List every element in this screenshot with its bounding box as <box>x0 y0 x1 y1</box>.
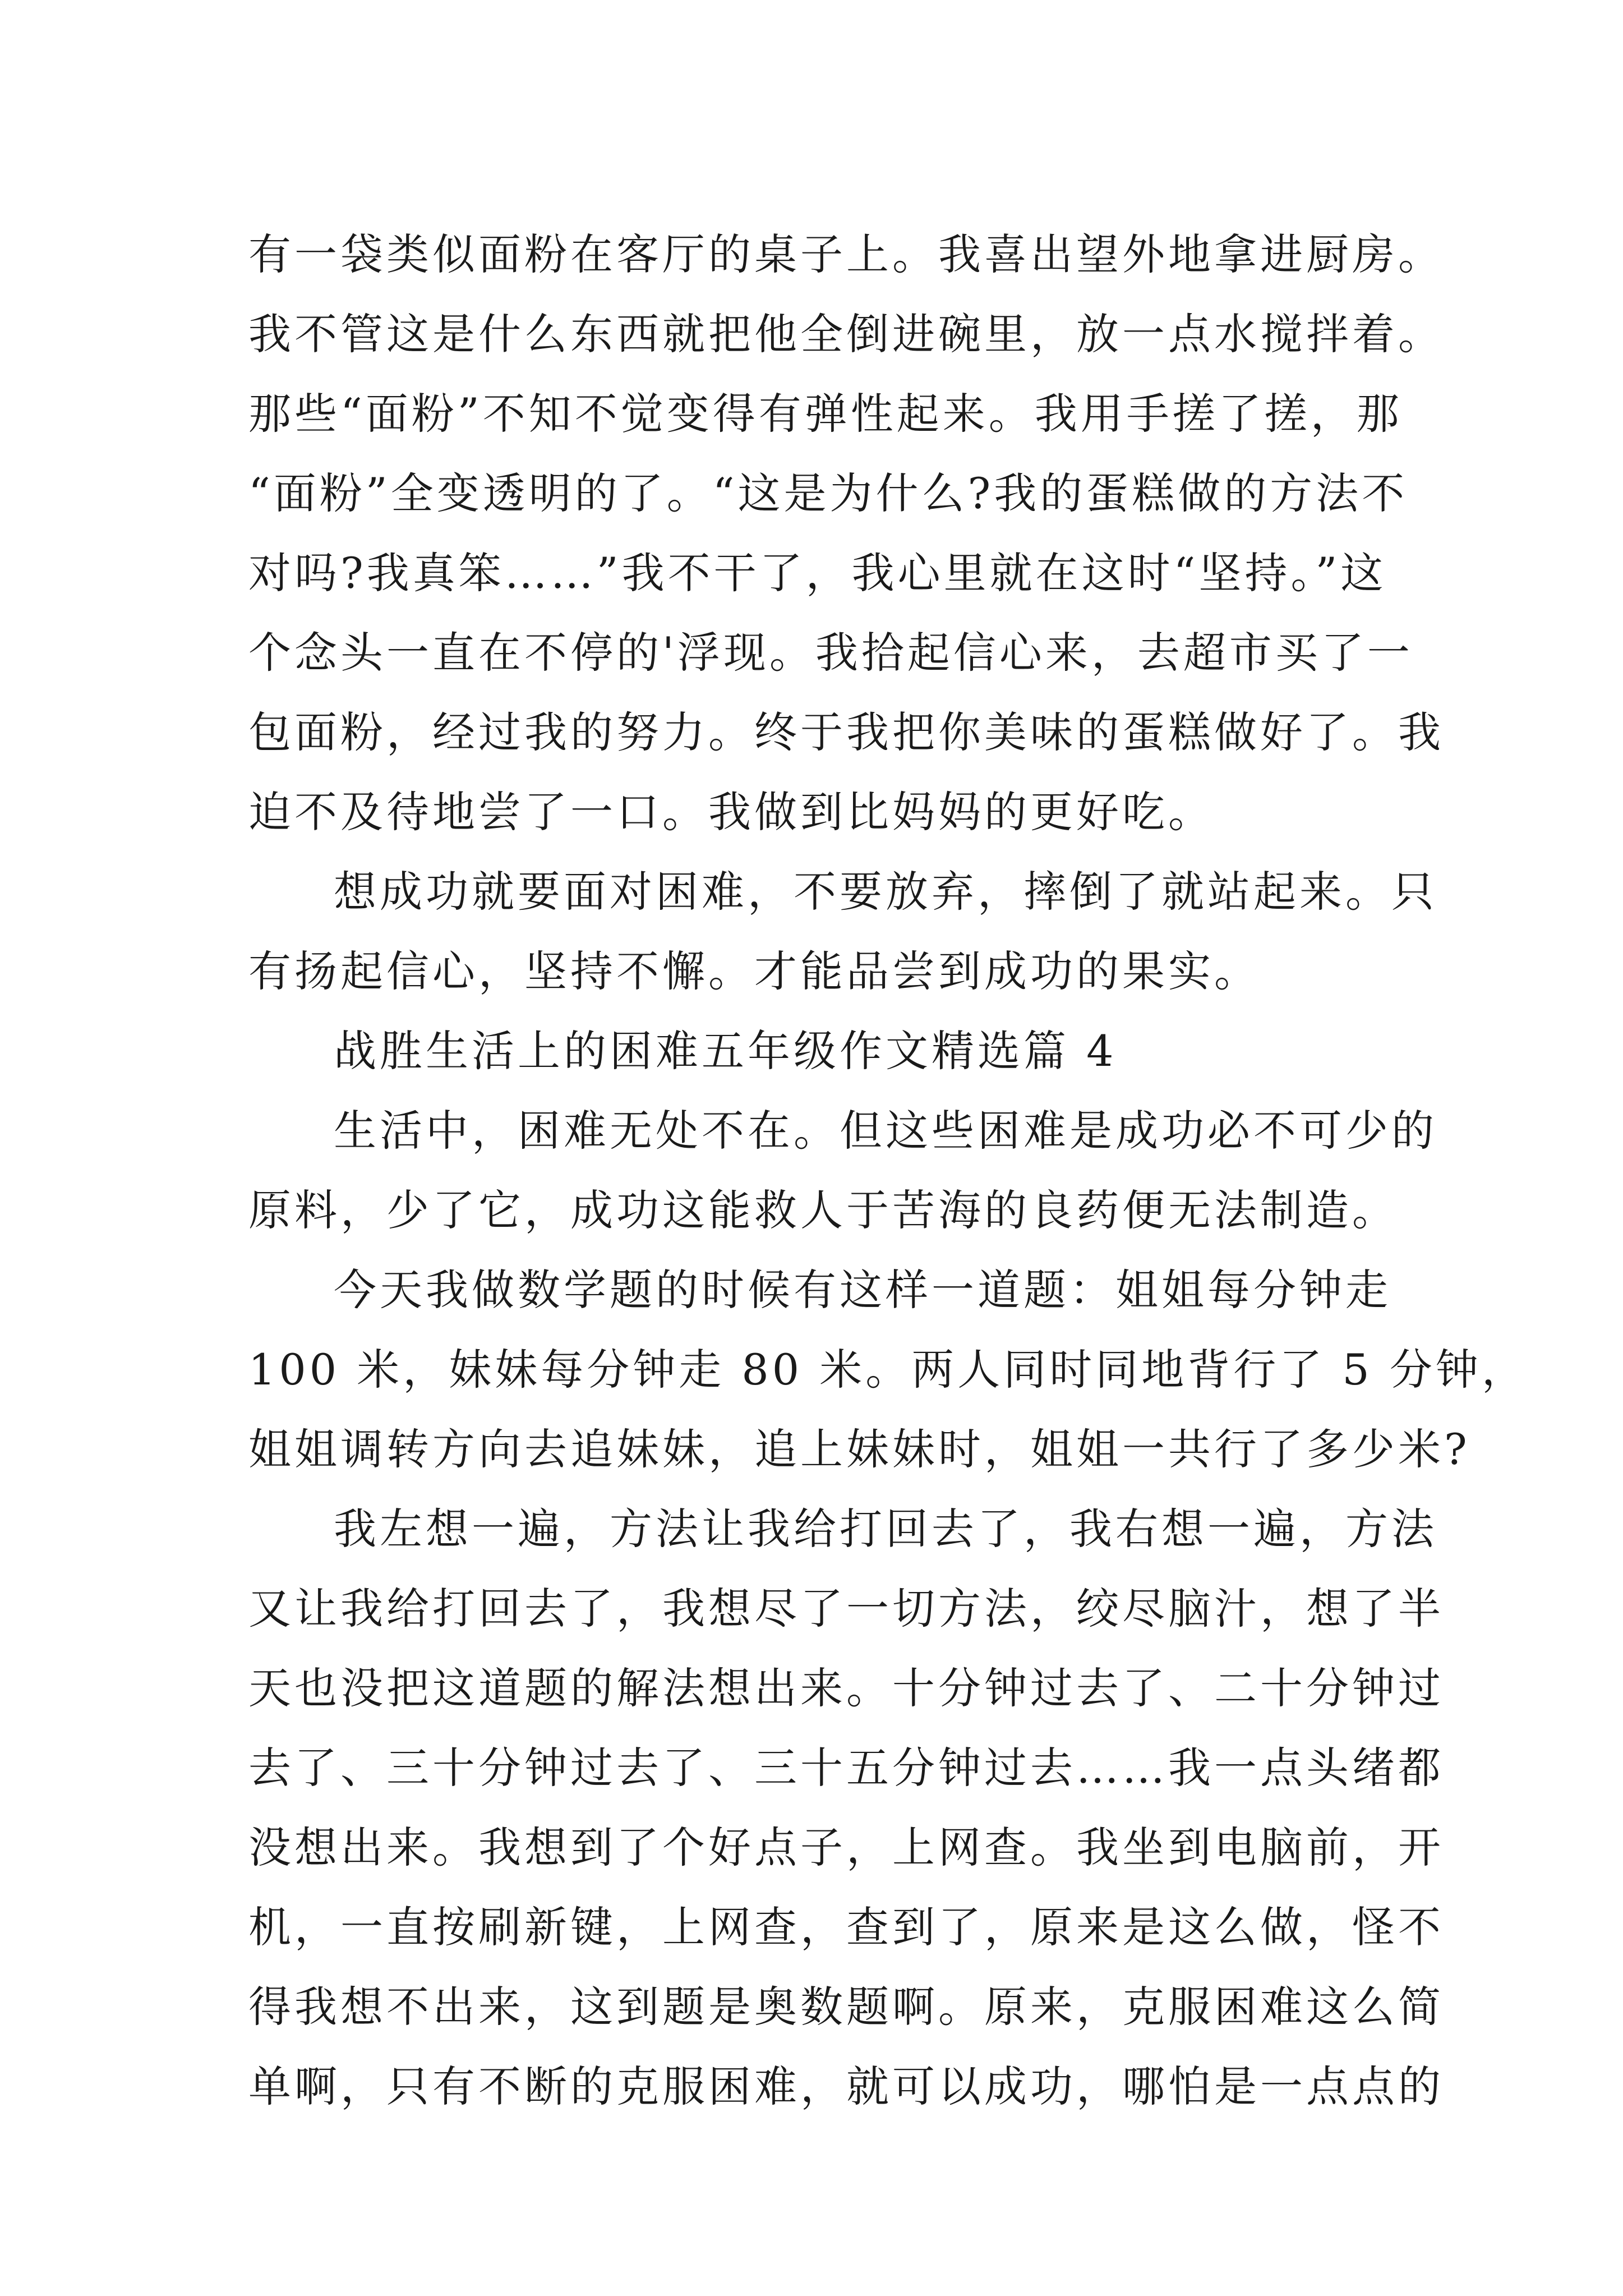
text-line: 对吗?我真笨……”我不干了，我心里就在这时“坚持。”这 <box>248 548 1387 598</box>
text-line: “面粉”全变透明的了。“这是为什么?我的蛋糕做的方法不 <box>248 468 1408 518</box>
section-heading: 战胜生活上的困难五年级作文精选篇 4 <box>334 1026 1117 1076</box>
paragraph-start-line: 想成功就要面对困难，不要放弃，摔倒了就站起来。只 <box>334 867 1437 917</box>
paragraph-start-line: 我左想一遍，方法让我给打回去了，我右想一遍，方法 <box>334 1504 1437 1554</box>
text-line: 去了、三十分钟过去了、三十五分钟过去……我一点头绪都 <box>248 1743 1444 1793</box>
text-line: 那些“面粉”不知不觉变得有弹性起来。我用手搓了搓，那 <box>248 389 1403 439</box>
text-line: 没想出来。我想到了个好点子，上网查。我坐到电脑前，开 <box>248 1823 1444 1872</box>
text-line: 有扬起信心，坚持不懈。才能品尝到成功的果实。 <box>248 946 1260 996</box>
text-line: 又让我给打回去了，我想尽了一切方法，绞尽脑汁，想了半 <box>248 1584 1444 1634</box>
text-line: 个念头一直在不停的'浮现。我拾起信心来，去超市买了一 <box>248 628 1413 678</box>
text-line: 天也没把这道题的解法想出来。十分钟过去了、二十分钟过 <box>248 1663 1444 1713</box>
text-line: 包面粉，经过我的努力。终于我把你美味的蛋糕做好了。我 <box>248 707 1444 757</box>
text-line: 得我想不出来，这到题是奥数题啊。原来，克服困难这么简 <box>248 1982 1444 2032</box>
text-line: 有一袋类似面粉在客厅的桌子上。我喜出望外地拿进厨房。 <box>248 229 1444 279</box>
paragraph-start-line: 生活中，困难无处不在。但这些困难是成功必不可少的 <box>334 1106 1437 1156</box>
text-line: 迫不及待地尝了一口。我做到比妈妈的更好吃。 <box>248 787 1214 837</box>
text-line: 单啊，只有不断的克服困难，就可以成功，哪怕是一点点的 <box>248 2062 1444 2111</box>
text-line: 姐姐调转方向去追妹妹，追上妹妹时，姐姐一共行了多少米? <box>248 1424 1470 1474</box>
text-line: 机，一直按刷新键，上网查，查到了，原来是这么做，怪不 <box>248 1902 1444 1952</box>
paragraph-start-line: 今天我做数学题的时候有这样一道题：姐姐每分钟走 <box>334 1265 1391 1315</box>
text-line: 100 米，妹妹每分钟走 80 米。两人同时同地背行了 5 分钟， <box>248 1345 1528 1395</box>
text-line: 我不管这是什么东西就把他全倒进碗里，放一点水搅拌着。 <box>248 309 1444 359</box>
text-line: 原料，少了它，成功这能救人于苦海的良药便无法制造。 <box>248 1185 1398 1235</box>
